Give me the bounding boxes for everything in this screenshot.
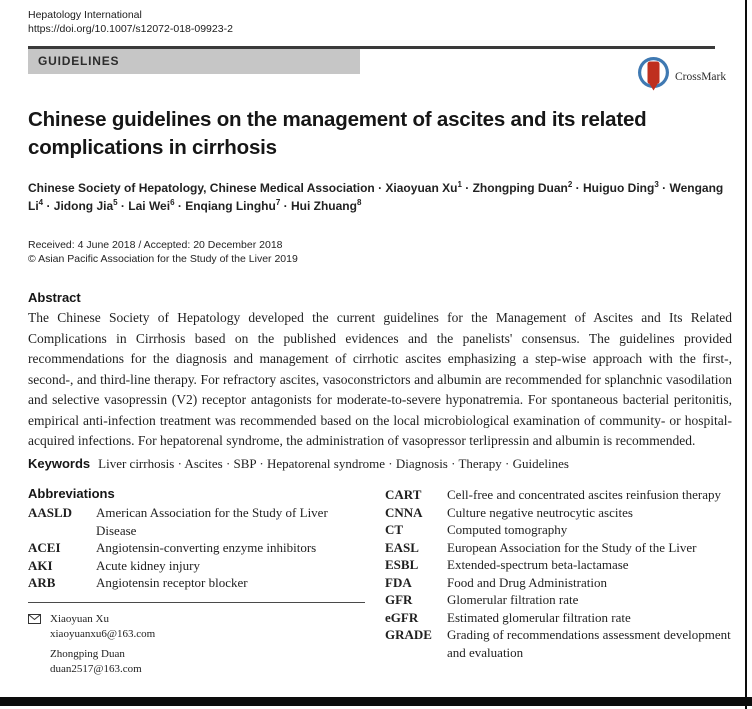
abbreviation-term: FDA <box>385 574 412 590</box>
received-accepted-line: Received: 4 June 2018 / Accepted: 20 December 2018 <box>28 239 283 251</box>
scan-edge-right <box>745 0 747 709</box>
abbreviation-definition: American Association for the Study of Liver Disease <box>96 505 328 538</box>
correspondence-entry <box>28 647 366 676</box>
abbreviation-row <box>28 574 366 592</box>
abbreviation-definition: European Association for the Study of the Liver <box>447 539 697 555</box>
right-column <box>385 486 732 682</box>
abbreviation-term: CNNA <box>385 504 423 520</box>
footnote-rule <box>28 602 365 604</box>
abbreviations-list-right <box>385 486 732 661</box>
abbreviation-term: ARB <box>28 575 56 590</box>
author-name: Enqiang Linghu$^7$ <box>185 198 281 213</box>
abbreviation-term: ACEI <box>28 540 61 555</box>
keywords-text: Liver cirrhosis · Ascites · SBP · Hepatorenal syndrome · Diagnosis · Therapy · Guidelines <box>98 456 569 471</box>
abbreviation-term: AKI <box>28 557 53 573</box>
abbreviation-term: CART <box>385 487 422 502</box>
abbreviation-row <box>385 574 732 592</box>
abbreviation-row <box>385 521 732 539</box>
abbreviation-row <box>385 626 732 661</box>
abbreviation-definition: Glomerular filtration rate <box>447 592 579 607</box>
correspondence-name: Zhongping Duan <box>50 648 125 660</box>
abbreviation-term: eGFR <box>385 609 419 625</box>
author-name: Zhongping Duan$^2$ <box>472 180 573 195</box>
abbreviation-row <box>385 504 732 522</box>
author-affiliation-number: 7 <box>275 198 281 207</box>
author-separator: · <box>374 181 386 195</box>
abbreviation-term: ESBL <box>385 557 419 572</box>
abbreviation-definition: Acute kidney injury <box>96 557 200 573</box>
author-name: Wengang Li$^4$ <box>28 181 724 213</box>
author-affiliation-number: 6 <box>170 198 175 207</box>
abbreviation-row <box>28 539 366 557</box>
envelope-icon <box>28 614 41 629</box>
article-title: Chinese guidelines on the management of ascites and its related complications in cirrhosis <box>28 108 647 159</box>
author-affiliation-number: 4 <box>38 198 44 207</box>
author-list <box>28 179 734 215</box>
author-separator: · <box>43 199 54 213</box>
abbreviation-row <box>28 504 366 539</box>
abbreviation-row <box>28 557 366 575</box>
abbreviation-term: AASLD <box>28 505 73 520</box>
abbreviation-definition: Cell-free and concentrated ascites reinfusion therapy <box>447 487 721 502</box>
abbreviation-row <box>385 591 732 609</box>
abstract-heading: Abstract <box>28 290 81 305</box>
author-affiliation-number: 3 <box>654 180 659 189</box>
author-separator: · <box>174 199 186 213</box>
author-name: Huiguo Ding$^3$ <box>583 180 659 195</box>
copyright-line: © Asian Pacific Association for the Study of the Liver 2019 <box>28 253 298 265</box>
abbreviation-row <box>385 609 732 627</box>
correspondence-entry <box>28 612 366 641</box>
abbreviation-definition: Estimated glomerular filtration rate <box>447 609 631 625</box>
author-group: Chinese Society of Hepatology, Chinese Medical Association <box>28 181 375 195</box>
article-type-banner <box>28 49 360 74</box>
journal-name: Hepatology International <box>28 9 142 21</box>
author-separator: · <box>572 181 584 195</box>
correspondence-block <box>28 612 366 676</box>
author-separator: · <box>117 199 129 213</box>
two-column-footer <box>28 486 732 682</box>
abbreviation-term: GFR <box>385 592 413 607</box>
abbreviations-heading: Abbreviations <box>28 486 115 501</box>
publication-info <box>28 8 233 36</box>
abbreviation-term: GRADE <box>385 627 432 642</box>
abbreviation-definition: Angiotensin-converting enzyme inhibitors <box>96 540 317 555</box>
abbreviation-definition: Culture negative neutrocytic ascites <box>447 504 633 520</box>
abbreviations-list-left <box>28 504 366 592</box>
author-separator: · <box>658 181 670 195</box>
author-separator: · <box>461 181 473 195</box>
abbreviation-term: EASL <box>385 539 419 555</box>
author-affiliation-number: 5 <box>113 198 118 207</box>
article-type-label: GUIDELINES <box>38 53 120 68</box>
left-column <box>28 486 366 682</box>
abbreviation-definition: Extended-spectrum beta-lactamase <box>447 557 629 572</box>
author-affiliation-number: 2 <box>567 180 573 189</box>
correspondence-email: xiaoyuanxu6@163.com <box>50 627 156 640</box>
correspondence-name: Xiaoyuan Xu <box>50 612 366 627</box>
abbreviation-definition: Food and Drug Administration <box>447 574 607 590</box>
author-affiliation-number: 8 <box>356 198 362 207</box>
correspondence-email: duan2517@163.com <box>50 662 142 675</box>
author-affiliation-number: 1 <box>457 180 462 189</box>
doi-link: https://doi.org/10.1007/s12072-018-09923-2 <box>28 23 233 35</box>
abstract-section <box>28 290 732 452</box>
author-separator: · <box>280 199 291 213</box>
crossmark-label: CrossMark <box>675 71 727 83</box>
abbreviation-row <box>385 556 732 574</box>
author-name: Xiaoyuan Xu$^1$ <box>385 180 462 195</box>
abbreviation-definition: Angiotensin receptor blocker <box>96 575 248 590</box>
keywords-line <box>28 456 732 472</box>
author-name: Lai Wei$^6$ <box>128 198 175 213</box>
abbreviation-row <box>385 486 732 504</box>
abbreviation-definition: Grading of recommendations assessment development and evaluation <box>447 627 731 660</box>
scan-edge-bottom <box>0 697 752 706</box>
abbreviation-definition: Computed tomography <box>447 522 568 537</box>
author-name: Hui Zhuang$^8$ <box>290 198 362 213</box>
crossmark-badge <box>636 56 726 98</box>
crossmark-icon <box>636 56 671 98</box>
keywords-heading: Keywords <box>28 456 91 471</box>
article-history <box>28 238 298 266</box>
abbreviation-term: CT <box>385 522 404 537</box>
abbreviation-row <box>385 539 732 557</box>
author-name: Jidong Jia$^5$ <box>53 198 118 213</box>
abstract-text: The Chinese Society of Hepatology developed the current guidelines for the Management of Ascites and Its Related Complications in Cirrhosis based on the published evidences and the panelists' consensus. The guidelines provided recommendations for the diagnosis and management of cirrhotic ascites emphasizing a step-wise approach with the first-, second-, and third-line therapy. For refractory ascites, vasoconstrictors and albumin are recommended for splanchnic vasodilation and selective vasopressin (V2) receptor antagonists for moderate-to-severe hyponatremia. For spontaneous bacterial peritonitis, empirical anti-infection treatment was recommended based on the local microbiological examination of community- or hospital-acquired infections. For hepatorenal syndrome, the administration of vasopressor terlipressin and albumin is recommended. <box>28 310 732 448</box>
